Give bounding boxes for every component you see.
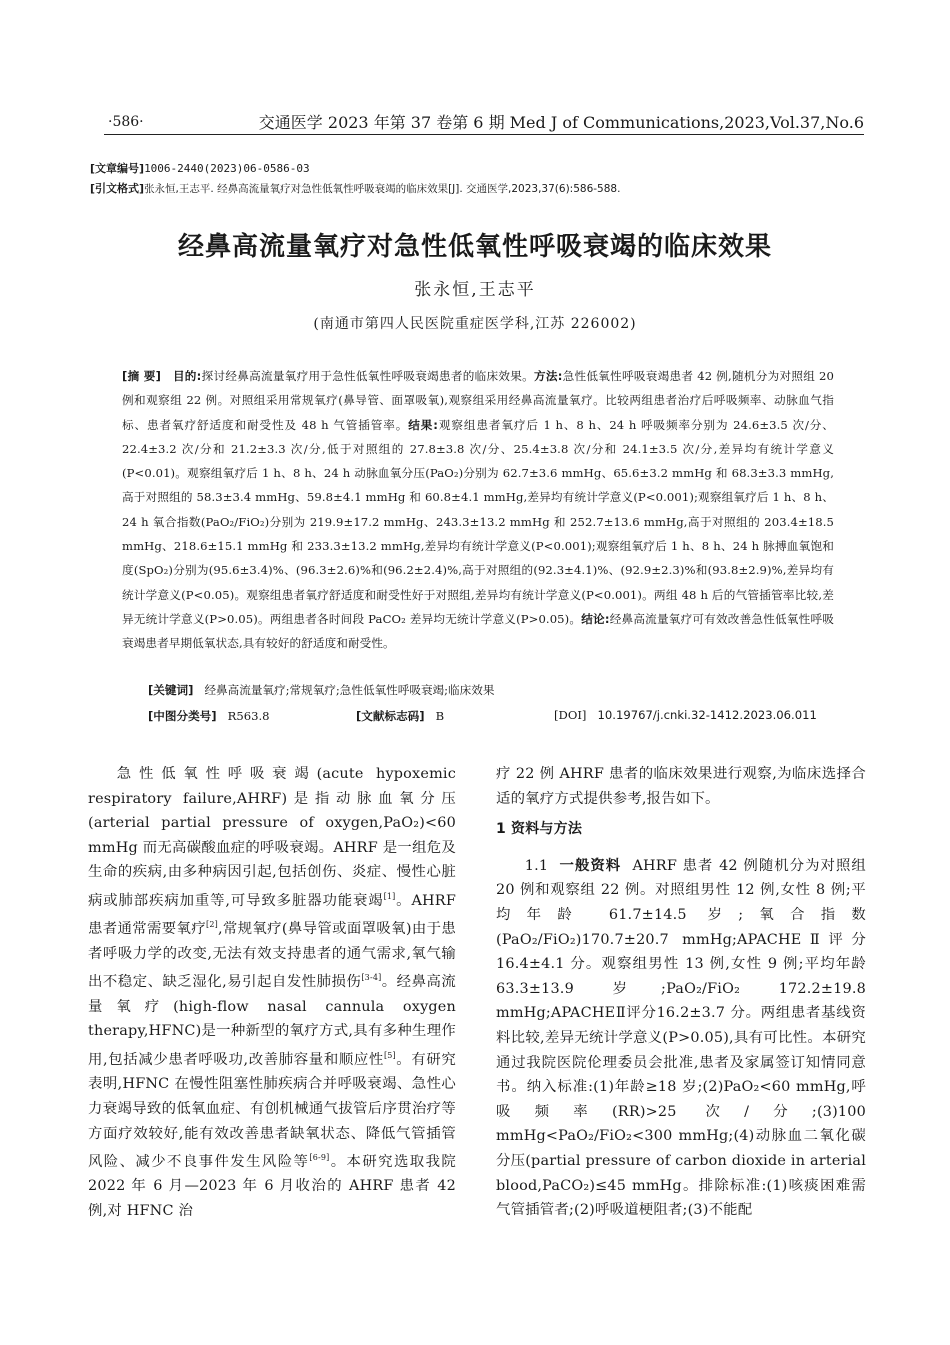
cite-label: [引文格式] — [90, 182, 145, 195]
article-id-line — [90, 160, 310, 176]
doi-label: [DOI] — [554, 708, 587, 722]
subsection-number: 1.1 — [524, 857, 549, 874]
running-header — [104, 108, 864, 134]
methods-text: 急性低氧性呼吸衰竭患者 42 例,随机分为对照组 20 例和观察组 22 例。对照组采用常规氧疗(鼻导管、面罩吸氧),观察组采用经鼻高流量氧疗。比较两组患者治疗后呼吸频率、动脉血气指标、患者氧疗舒适度和耐受性及 48 h 气管插管率。 — [122, 369, 835, 432]
intro-text-3: ,常规氧疗(鼻导管或面罩吸氧)由于患者呼吸力学的改变,无法有效支持患者的通气需求,氧气输出不稳定、缺乏湿化,易引起自发性肺损伤 — [88, 921, 456, 991]
conclusion-text: 经鼻高流量氧疗可有效改善急性低氧性呼吸衰竭患者早期低氧状态,具有较好的舒适度和耐受性。 — [122, 611, 834, 651]
citation-2[interactable]: [2] — [206, 920, 218, 930]
article-id-label: [文章编号] — [90, 162, 145, 175]
section-heading-1: 1 资料与方法 — [496, 821, 583, 838]
results-text: 观察组患者氧疗后 1 h、8 h、24 h 呼吸频率分别为 24.6±3.5 次/分、22.4±3.2 次/分和 21.2±3.3 次/分,低于对照组的 27.8±3.8 次/分、25.4±3.8 次/分和 24.1±3.5 次/分,差异均有统计学意义(P<0.01)。观察组氧疗后 1 h、8 h、24 h 动脉血氧分压(PaO₂)分别为 62.7±3.6 mmHg、65.6±3.2 mmHg 和 68.3±3.3 mmHg,高于对照组的 58.3±3.4 mmHg、59.8±4.1 mmHg 和 60.8±4.1 mmHg,差异均有统计学意义(P<0.001);观察组氧疗后 1 h、8 h、24 h 氧合指数(PaO₂/FiO₂)分别为 219.9±17.2 mmHg、243.3±13.2 mmHg 和 252.7±13.6 mmHg,高于对照组的 203.4±18.5 mmHg、218.6±15.1 mmHg 和 233.3±13.2 mmHg,差异均有统计学意义(P<0.001);观察组氧疗后 1 h、8 h、24 h 脉搏血氧饱和度(SpO₂)分别为(95.6±3.4)%、(96.3±2.6)%和(96.2±2.4)%,高于对照组的(92.3±4.1)%、(92.9±2.3)%和(93.8±2.9)%,差异均有统计学意义(P<0.05)。观察组患者氧疗舒适度和耐受性好于对照组,差异均有统计学意义(P<0.001)。两组 48 h 后的气管插管率比较,差异无统计学意义(P>0.05)。两组患者各时间段 PaCO₂ 差异均无统计学意义(P>0.05)。 — [122, 417, 834, 626]
clc-label: [中图分类号] — [148, 709, 217, 723]
authors: 张永恒,王志平 — [414, 280, 536, 300]
body-column-left — [88, 762, 456, 1224]
doc-code-label: [文献标志码] — [356, 709, 425, 723]
doi: 10.19767/j.cnki.32-1412.2023.06.011 — [597, 708, 817, 722]
citation-5[interactable]: [5] — [383, 1050, 396, 1060]
intro-text-4: 。经鼻高流量氧疗(high-flow nasal cannula oxygen therapy,HFNC)是一种新型的氧疗方式,具有多种生理作用,包括减少患者呼吸功,改善肺容量和顺应性 — [88, 974, 456, 1068]
intro-paragraph — [88, 762, 456, 1224]
article-title: 经鼻高流量氧疗对急性低氧性呼吸衰竭的临床效果 — [177, 232, 772, 262]
body-column-right — [496, 762, 866, 1223]
page-number: ·586· — [108, 114, 144, 130]
cite-text: 张永恒,王志平. 经鼻高流量氧疗对急性低氧性呼吸衰竭的临床效果[J]. 交通医学,2023,37(6):586-588. — [144, 183, 621, 195]
intro-text-2: 。AHRF 患者通常需要氧疗 — [88, 892, 457, 938]
subsection-title: 一般资料 — [559, 857, 622, 874]
intro-text-5: 。有研究表明,HFNC 在慢性阻塞性肺疾病合并呼吸衰竭、急性心力衰竭导致的低氧血症、有创机械通气拔管后序贯治疗等方面疗效较好,能有效改善患者缺氧状态、降低气管插管风险、减少不良事件发生风险等 — [88, 1051, 456, 1170]
subsection-1-1 — [496, 854, 866, 1223]
affiliation: (南通市第四人民医院重症医学科,江苏 226002) — [313, 316, 637, 332]
citation-3-4[interactable]: [3-4] — [361, 973, 382, 983]
clc-code: R563.8 — [227, 709, 270, 723]
keywords — [148, 682, 494, 698]
citation-1[interactable]: [1] — [383, 891, 396, 901]
doc-code: B — [435, 709, 445, 723]
abstract-label: [摘 要] — [122, 369, 162, 383]
keywords-label: [关键词] — [148, 683, 194, 697]
subsection-text: AHRF 患者 42 例随机分为对照组 20 例和观察组 22 例。对照组男性 12 例,女性 8 例;平均年龄 61.7±14.5 岁;氧合指数(PaO₂/FiO₂)170.7±20.7 mmHg;APACHEⅡ评分 16.4±4.1 分。观察组男性 13 例,女性 9 例;平均年龄 63.3±13.9 岁;PaO₂/FiO₂ 172.2±19.8 mmHg;APACHEⅡ评分16.2±3.7 分。两组患者基线资料比较,差异无统计学意义(P>0.05),具有可比性。本研究通过我院医院伦理委员会批准,患者及家属签订知情同意书。纳入标准:(1)年龄≥18 岁;(2)PaO₂<60 mmHg,呼吸频率(RR)>25 次/分;(3)100 mmHg<PaO₂/FiO₂<300 mmHg;(4)动脉血二氧化碳分压(partial pressure of carbon dioxide in arterial blood,PaCO₂)≤45 mmHg。排除标准:(1)咳痰困难需气管插管者;(2)呼吸道梗阻者;(3)不能配 — [496, 857, 866, 1219]
article-id: 1006-2440(2023)06-0586-03 — [144, 162, 310, 175]
intro-text-6: 。本研究选取我院 2022 年 6 月—2023 年 6 月收治的 AHRF 患者 42 例,对 HFNC 治 — [88, 1153, 456, 1220]
keywords-text: 经鼻高流量氧疗;常规氧疗;急性低氧性呼吸衰竭;临床效果 — [204, 683, 495, 697]
header-rule — [104, 134, 864, 135]
methods-label: 方法: — [534, 369, 563, 383]
journal-citation-header: 交通医学 2023 年第 37 卷第 6 期 Med J of Communications,2023,Vol.37,No.6 — [258, 113, 864, 132]
abstract — [122, 364, 834, 656]
objective-label: 目的: — [172, 369, 202, 383]
results-label: 结果: — [408, 417, 439, 432]
conclusion-label: 结论: — [581, 611, 610, 626]
cite-line — [90, 180, 620, 196]
citation-6-9[interactable]: [6-9] — [309, 1153, 330, 1163]
objective-text: 探讨经鼻高流量氧疗用于急性低氧性呼吸衰竭患者的临床效果。 — [201, 369, 535, 383]
intro-continued: 疗 22 例 AHRF 患者的临床效果进行观察,为临床选择合适的氧疗方式提供参考,报告如下。 — [496, 766, 866, 807]
intro-text-1: 急性低氧性呼吸衰竭(acute hypoxemic respiratory failure,AHRF)是指动脉血氧分压(arterial partial pressure of oxygen,PaO₂)<60 mmHg 而无高碳酸血症的呼吸衰竭。AHRF 是一组危及生命的疾病,由多种病因引起,包括创伤、炎症、慢性心脏病或肺部疾病加重等,可导致多脏器功能衰竭 — [88, 766, 456, 909]
